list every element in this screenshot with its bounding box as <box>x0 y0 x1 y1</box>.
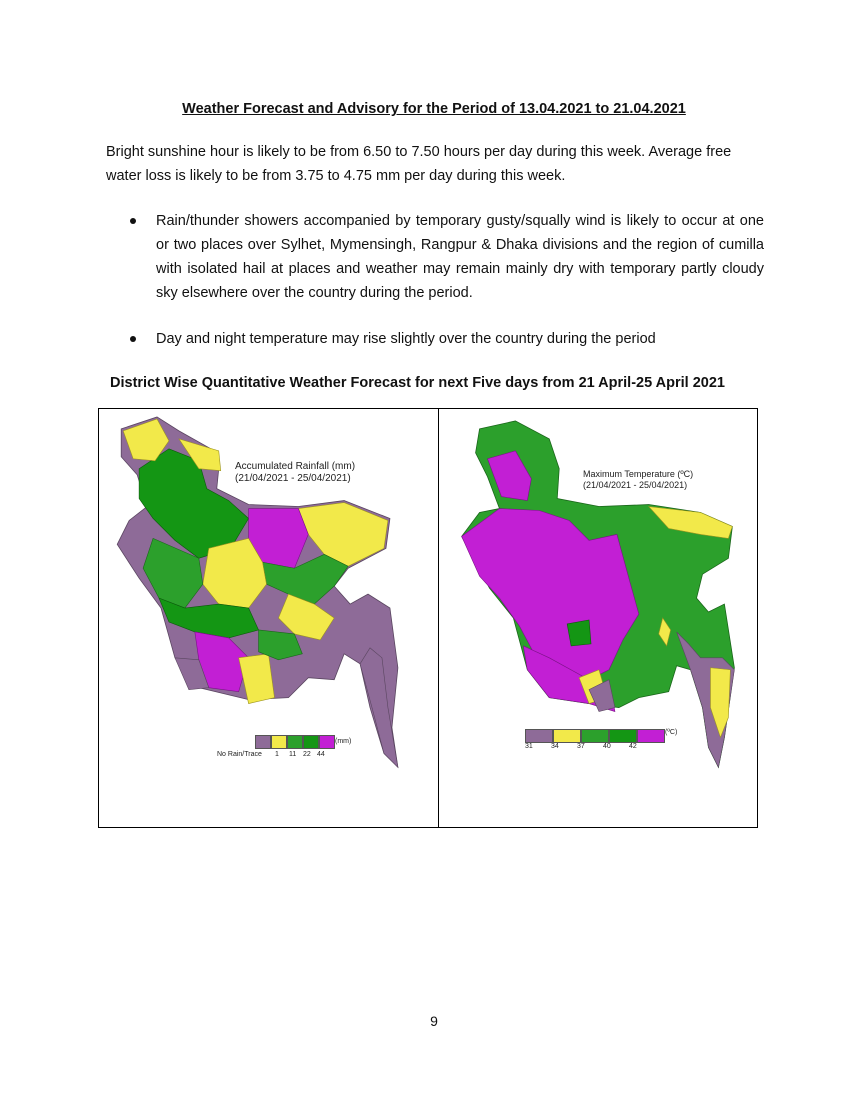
list-item-text: Rain/thunder showers accompanied by temporary gusty/squally wind is likely to occur at one or two places over Sylhet, Mymensingh, Rangpur & Dhaka divisions and the region of cumilla with isolated hail at places and weather may remain mainly dry with temporary partly cloudy sky elsewhere over the country during the period. <box>156 213 764 301</box>
legend-label: 22 <box>303 751 311 758</box>
legend-swatch <box>525 729 553 743</box>
bullet-icon <box>130 218 136 224</box>
rainfall-legend-unit: (mm) <box>335 738 352 745</box>
legend-swatch <box>553 729 581 743</box>
legend-swatch <box>271 735 287 749</box>
page-title: Weather Forecast and Advisory for the Period of 13.04.2021 to 21.04.2021 <box>182 101 686 117</box>
legend-swatch <box>319 735 335 749</box>
legend-label: 44 <box>317 751 325 758</box>
legend-swatch <box>255 735 271 749</box>
legend-label: 42 <box>629 743 637 750</box>
legend-swatch <box>287 735 303 749</box>
legend-label: 34 <box>551 743 559 750</box>
bullet-icon <box>130 336 136 342</box>
rainfall-title-line1: Accumulated Rainfall (mm) <box>235 461 356 472</box>
legend-swatch <box>303 735 319 749</box>
advisory-list <box>130 209 764 351</box>
legend-swatch <box>609 729 637 743</box>
temperature-map-cell <box>439 409 757 827</box>
temperature-legend <box>525 729 665 743</box>
list-item-text: Day and night temperature may rise slightly over the country during the period <box>156 331 656 347</box>
rainfall-map-cell <box>99 409 439 827</box>
legend-label: 40 <box>603 743 611 750</box>
rainfall-legend <box>255 735 335 749</box>
temperature-title-line2: (21/04/2021 - 25/04/2021) <box>583 480 688 490</box>
page-number: 9 <box>430 1013 438 1029</box>
temperature-title-line1: Maximum Temperature (ºC) <box>583 469 694 479</box>
section-title: District Wise Quantitative Weather Forecast for next Five days from 21 April-25 April 2021 <box>110 375 725 391</box>
rainfall-title-line2: (21/04/2021 - 25/04/2021) <box>235 473 351 484</box>
map-table <box>98 408 758 828</box>
legend-swatch <box>637 729 665 743</box>
intro-paragraph: Bright sunshine hour is likely to be from 6.50 to 7.50 hours per day during this week. Average free water loss is likely to be from 3.75 to 4.75 mm per day during this week. <box>106 144 732 184</box>
legend-label: 31 <box>525 743 533 750</box>
legend-swatch <box>581 729 609 743</box>
temperature-map-title <box>583 469 693 491</box>
legend-label: No Rain/Trace <box>217 751 262 758</box>
list-item <box>130 327 764 351</box>
list-item <box>130 209 764 305</box>
rainfall-map-title <box>235 461 355 485</box>
rainfall-legend-labels <box>217 751 331 758</box>
legend-label: 1 <box>275 751 279 758</box>
legend-label: 11 <box>289 751 297 758</box>
temperature-legend-unit: (ºC) <box>665 729 678 736</box>
temperature-legend-labels <box>525 743 655 750</box>
legend-label: 37 <box>577 743 585 750</box>
